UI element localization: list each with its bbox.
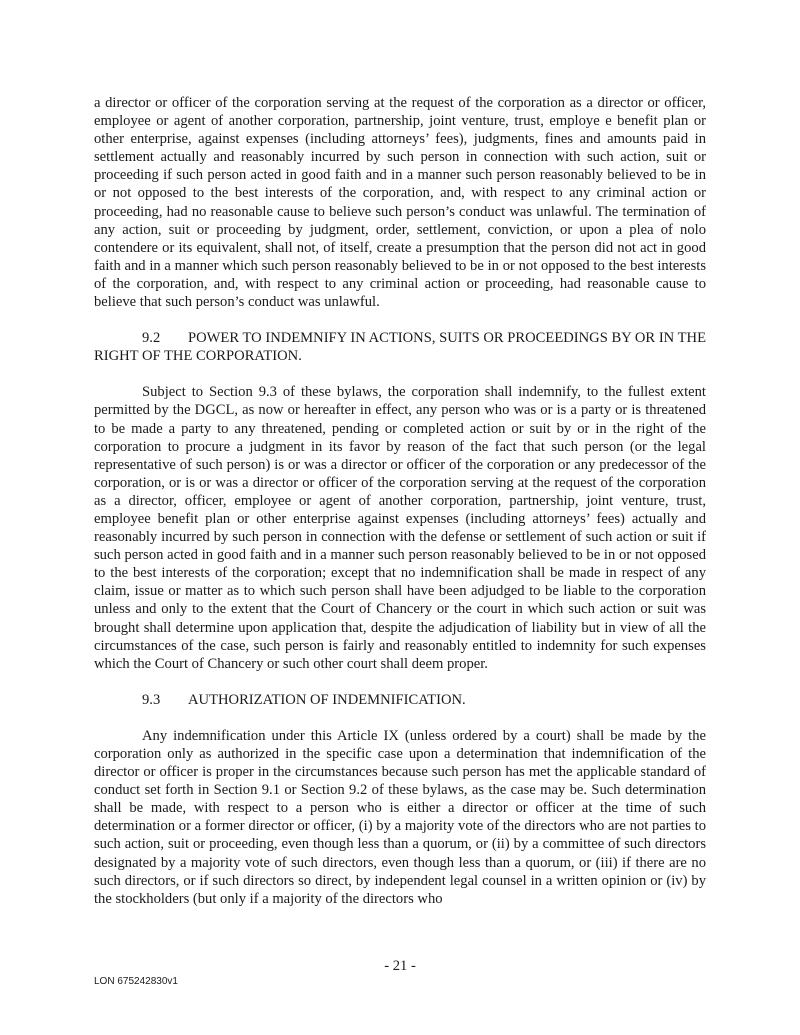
section-number: 9.2 xyxy=(142,330,161,347)
document-reference: LON 675242830v1 xyxy=(94,976,178,987)
section-number: 9.3 xyxy=(142,691,161,708)
document-page xyxy=(94,94,706,908)
section-title: POWER TO INDEMNIFY IN ACTIONS, SUITS OR PROCEEDINGS BY OR IN THE RIGHT OF THE CORPORATION. xyxy=(94,330,706,365)
section-title: AUTHORIZATION OF INDEMNIFICATION. xyxy=(188,691,466,708)
section-heading-9-3 xyxy=(94,691,706,709)
page-number: - 21 - xyxy=(384,958,416,974)
section-body-9-3: Any indemnification under this Article IX (unless ordered by a court) shall be made by the corporation only as authorized in the specific case upon a determination that indemnification of the director or officer is proper in the circumstances because such person has met the applicable standard of conduct set forth in Section 9.1 or Section 9.2 of these bylaws, as the case may be. Such determination shall be made, with respect to a person who is either a director or officer at the time of such determination or a former director or officer, (i) by a majority vote of the directors who are not parties to such action, suit or proceeding, even though less than a quorum, or (ii) by a committee of such directors designated by a majority vote of such directors, even though less than a quorum, or (iii) if there are no such directors, or if such directors so direct, by independent legal counsel in a written opinion or (iv) by the stockholders (but only if a majority of the directors who xyxy=(94,727,706,907)
spacer xyxy=(94,311,706,329)
spacer xyxy=(94,673,706,691)
continuation-paragraph: a director or officer of the corporation serving at the request of the corporation as a director or officer, employee or agent of another corporation, partnership, joint venture, trust, employe e benefit plan or other enterprise, against expenses (including attorneys’ fees), judgments, fines and amounts paid in settlement actually and reasonably incurred by such person in connection with such action, suit or proceeding if such person acted in good faith and in a manner such person reasonably believed to be in or not opposed to the best interests of the corporation, and, with respect to any criminal action or proceeding, had no reasonable cause to believe such person’s conduct was unlawful. The termination of any action, suit or proceeding by judgment, order, settlement, conviction, or upon a plea of nolo contendere or its equivalent, shall not, of itself, create a presumption that the person did not act in good faith and in a manner which such person reasonably believed to be in or not opposed to the best interests of the corporation, and, with respect to any criminal action or proceeding, had reasonable cause to believe that such person’s conduct was unlawful. xyxy=(94,95,706,311)
spacer xyxy=(94,365,706,383)
section-heading-9-2 xyxy=(94,329,706,365)
section-body-9-2: Subject to Section 9.3 of these bylaws, the corporation shall indemnify, to the fullest extent permitted by the DGCL, as now or hereafter in effect, any person who was or is a party or is threatened to be made a party to any threatened, pending or completed action or suit by or in the right of the corporation to procure a judgment in its favor by reason of the fact that such person (or the legal representative of such person) is or was a director or officer of the corporation or any predecessor of the corporation, or is or was a director or officer of the corporation serving at the request of the corporation as a director, officer, employee or agent of another corporation, partnership, joint venture, trust, employee benefit plan or other enterprise against expenses (including attorneys’ fees) actually and reasonably incurred by such person in connection with the defense or settlement of such action or suit if such person acted in good faith and in a manner such person reasonably believed to be in or not opposed to the best interests of the corporation; except that no indemnification shall be made in respect of any claim, issue or matter as to which such person shall have been adjudged to be liable to the corporation unless and only to the extent that the Court of Chancery or the court in which such action or suit was brought shall determine upon application that, despite the adjudication of liability but in view of all the circumstances of the case, such person is fairly and reasonably entitled to indemnity for such expenses which the Court of Chancery or such other court shall deem proper. xyxy=(94,384,706,672)
spacer xyxy=(94,709,706,727)
